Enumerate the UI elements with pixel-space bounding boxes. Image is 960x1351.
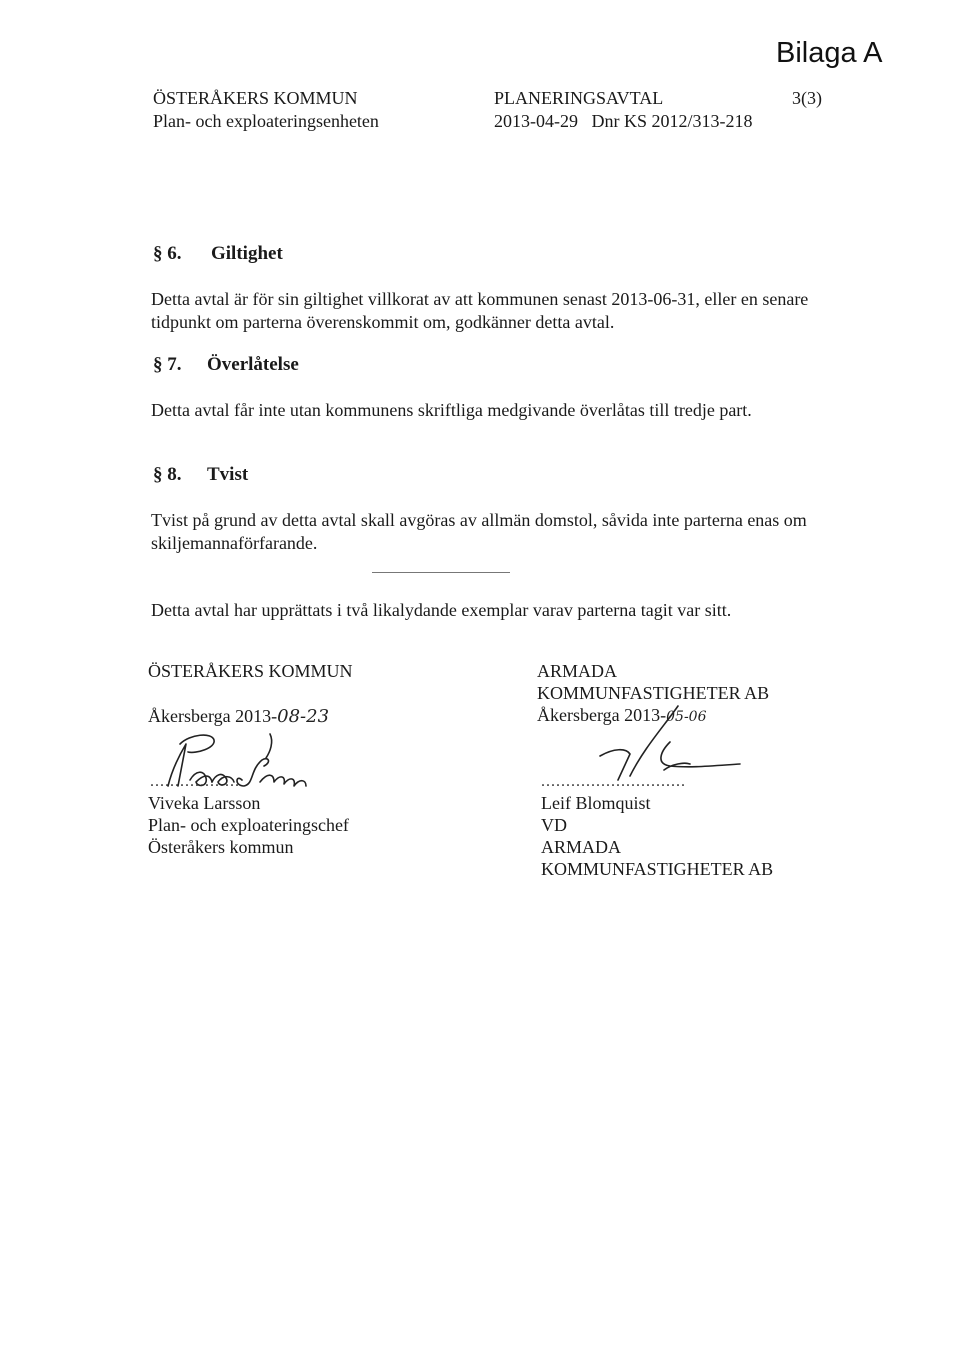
- section-title: Tvist: [207, 464, 249, 485]
- section-number: § 7.: [153, 354, 182, 375]
- right-signer-name: Leif Blomquist: [541, 793, 651, 813]
- left-signature-line: ..................: [150, 773, 240, 790]
- right-handwritten-date: 05-06: [666, 709, 707, 725]
- divider: [372, 572, 510, 573]
- page-number: 3(3): [792, 88, 822, 108]
- right-party-line1: ARMADA: [537, 661, 618, 681]
- left-party-name: ÖSTERÅKERS KOMMUN: [148, 661, 353, 681]
- document-type: PLANERINGSAVTAL: [494, 88, 664, 108]
- org-name: ÖSTERÅKERS KOMMUN: [153, 88, 358, 108]
- right-signature-line: .............................: [541, 773, 686, 790]
- section-number: § 8.: [153, 464, 182, 485]
- section-title: Överlåtelse: [207, 354, 299, 375]
- left-signer-org: Österåkers kommun: [148, 837, 294, 857]
- right-signer-org-line1: ARMADA: [541, 837, 622, 857]
- org-unit: Plan- och exploateringsenheten: [153, 111, 379, 131]
- section-heading: [153, 464, 248, 486]
- appendix-label: Bilaga A: [776, 37, 883, 69]
- left-handwritten-date: 08-23: [277, 706, 330, 727]
- section-text: Detta avtal får inte utan kommunens skriftliga medgivande överlåtas till tredje part.: [151, 400, 752, 420]
- right-place-date: Åkersberga 2013-05-06: [537, 705, 707, 725]
- left-place-date: Åkersberga 2013-08-23: [148, 706, 330, 727]
- section-text: Tvist på grund av detta avtal skall avgöras av allmän domstol, såvida inte parterna enas om skiljemannaförfarande.: [151, 510, 807, 553]
- section-text: Detta avtal är för sin giltighet villkorat av att kommunen senast 2013-06-31, eller en senare tidpunkt om parterna överenskommit om, godkänner detta avtal.: [151, 289, 809, 332]
- closing-statement: Detta avtal har upprättats i två likalydande exemplar varav parterna tagit var sitt.: [151, 600, 732, 620]
- right-party-line2: KOMMUNFASTIGHETER AB: [537, 683, 770, 703]
- section-title: Giltighet: [211, 243, 283, 264]
- right-signer-title: VD: [541, 815, 567, 835]
- left-signer-name: Viveka Larsson: [148, 793, 261, 813]
- section-heading: [153, 243, 283, 265]
- section-number: § 6.: [153, 243, 182, 264]
- right-signer-org-line2: KOMMUNFASTIGHETER AB: [541, 859, 774, 879]
- section-heading: [153, 354, 299, 376]
- date-reference: 2013-04-29 Dnr KS 2012/313-218: [494, 111, 753, 131]
- left-signer-title: Plan- och exploateringschef: [148, 815, 349, 835]
